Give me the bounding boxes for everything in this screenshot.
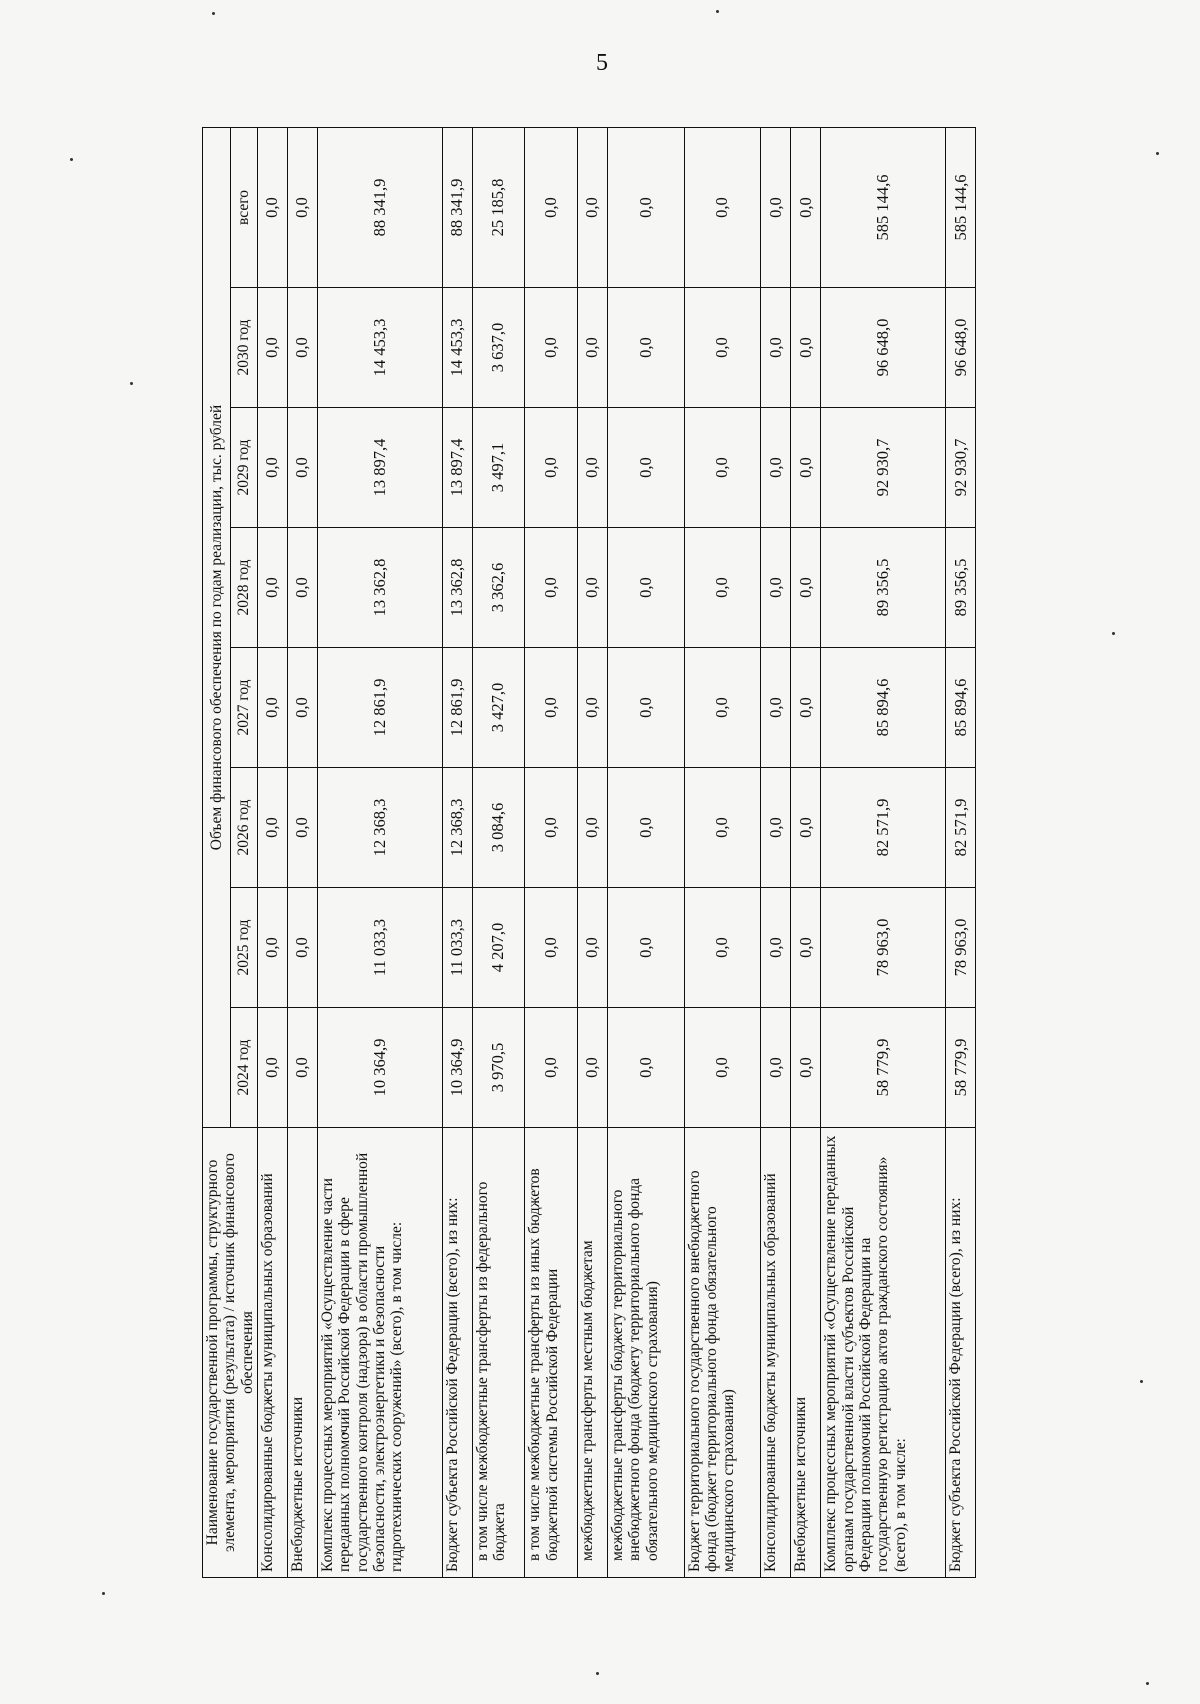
row-value-cell: 0,0 — [607, 888, 684, 1008]
row-value-cell: 0,0 — [258, 528, 288, 648]
row-value-cell: 0,0 — [761, 408, 791, 528]
row-total-cell: 0,0 — [578, 128, 608, 288]
row-value-cell: 0,0 — [578, 288, 608, 408]
row-name-cell: Консолидированные бюджеты муниципальных образований — [258, 1128, 288, 1578]
row-value-cell: 89 356,5 — [821, 528, 946, 648]
row-value-cell: 0,0 — [258, 648, 288, 768]
row-value-cell: 12 368,3 — [443, 768, 473, 888]
row-value-cell: 0,0 — [287, 1008, 317, 1128]
row-total-cell: 0,0 — [791, 128, 821, 288]
table-row — [443, 128, 473, 1578]
row-value-cell: 13 897,4 — [317, 408, 442, 528]
header-name: Наименование государственной программы, структурного элемента, мероприятия (результата) / источник финансового обеспечения — [203, 1128, 258, 1578]
row-value-cell: 0,0 — [607, 288, 684, 408]
row-value-cell: 78 963,0 — [821, 888, 946, 1008]
row-name-cell: Комплекс процессных мероприятий «Осуществление части переданных полномочий Российской Федерации в сфере государственного контроля (надзора) в области промышленной безопасности, электроэнергетики и безопасности гидротехнических сооружений» (всего), в том числе: — [317, 1128, 442, 1578]
row-total-cell: 0,0 — [258, 128, 288, 288]
row-value-cell: 12 861,9 — [317, 648, 442, 768]
row-value-cell: 0,0 — [791, 408, 821, 528]
row-value-cell: 0,0 — [684, 288, 761, 408]
scan-speck — [70, 158, 73, 161]
row-value-cell: 3 427,0 — [472, 648, 525, 768]
row-value-cell: 96 648,0 — [946, 288, 976, 408]
table-row — [258, 128, 288, 1578]
row-value-cell: 0,0 — [684, 528, 761, 648]
scan-speck — [716, 10, 719, 13]
row-value-cell: 0,0 — [258, 888, 288, 1008]
row-value-cell: 0,0 — [607, 408, 684, 528]
row-name-cell: межбюджетные трансферты бюджету территориального внебюджетного фонда (бюджету территориального фонда обязательного медицинского страхования) — [607, 1128, 684, 1578]
row-value-cell: 0,0 — [791, 768, 821, 888]
row-total-cell: 0,0 — [684, 128, 761, 288]
row-name-cell: Бюджет субъекта Российской Федерации (всего), из них: — [443, 1128, 473, 1578]
row-value-cell: 14 453,3 — [443, 288, 473, 408]
header-year: 2027 год — [230, 648, 258, 768]
row-total-cell: 88 341,9 — [317, 128, 442, 288]
header-year: 2026 год — [230, 768, 258, 888]
row-value-cell: 82 571,9 — [821, 768, 946, 888]
table-row — [317, 128, 442, 1578]
row-value-cell: 3 970,5 — [472, 1008, 525, 1128]
row-value-cell: 0,0 — [761, 648, 791, 768]
row-value-cell: 10 364,9 — [443, 1008, 473, 1128]
row-name-cell: Бюджет субъекта Российской Федерации (всего), из них: — [946, 1128, 976, 1578]
row-value-cell: 58 779,9 — [821, 1008, 946, 1128]
header-year: 2029 год — [230, 408, 258, 528]
row-value-cell: 0,0 — [525, 528, 578, 648]
row-value-cell: 0,0 — [525, 648, 578, 768]
row-value-cell: 85 894,6 — [946, 648, 976, 768]
row-total-cell: 0,0 — [607, 128, 684, 288]
row-value-cell: 4 207,0 — [472, 888, 525, 1008]
header-total: всего — [230, 128, 258, 288]
header-year: 2025 год — [230, 888, 258, 1008]
row-value-cell: 0,0 — [287, 768, 317, 888]
row-value-cell: 0,0 — [578, 888, 608, 1008]
row-value-cell: 0,0 — [287, 408, 317, 528]
row-total-cell: 0,0 — [761, 128, 791, 288]
scan-speck — [596, 1672, 599, 1675]
rotated-table-container — [202, 128, 970, 1578]
header-year: 2028 год — [230, 528, 258, 648]
row-value-cell: 0,0 — [607, 648, 684, 768]
row-name-cell: в том числе межбюджетные трансферты из иных бюджетов бюджетной системы Российской Федерации — [525, 1128, 578, 1578]
row-value-cell: 0,0 — [791, 288, 821, 408]
financing-table — [202, 127, 976, 1578]
row-total-cell: 585 144,6 — [821, 128, 946, 288]
row-total-cell: 25 185,8 — [472, 128, 525, 288]
row-value-cell: 3 497,1 — [472, 408, 525, 528]
row-value-cell: 0,0 — [607, 1008, 684, 1128]
table-row — [761, 128, 791, 1578]
row-value-cell: 0,0 — [578, 648, 608, 768]
row-total-cell: 0,0 — [287, 128, 317, 288]
row-value-cell: 0,0 — [525, 1008, 578, 1128]
row-value-cell: 0,0 — [684, 1008, 761, 1128]
row-value-cell: 92 930,7 — [946, 408, 976, 528]
row-value-cell: 0,0 — [684, 648, 761, 768]
row-value-cell: 96 648,0 — [821, 288, 946, 408]
table-row — [821, 128, 946, 1578]
table-row — [525, 128, 578, 1578]
row-value-cell: 0,0 — [578, 408, 608, 528]
row-value-cell: 0,0 — [684, 408, 761, 528]
row-name-cell: Консолидированные бюджеты муниципальных образований — [761, 1128, 791, 1578]
header-year: 2030 год — [230, 288, 258, 408]
row-total-cell: 0,0 — [525, 128, 578, 288]
row-value-cell: 0,0 — [791, 528, 821, 648]
row-value-cell: 3 637,0 — [472, 288, 525, 408]
table-row — [607, 128, 684, 1578]
row-value-cell: 12 368,3 — [317, 768, 442, 888]
row-value-cell: 0,0 — [258, 288, 288, 408]
row-value-cell: 0,0 — [761, 888, 791, 1008]
row-total-cell: 88 341,9 — [443, 128, 473, 288]
row-value-cell: 0,0 — [578, 528, 608, 648]
scan-speck — [102, 1592, 105, 1595]
row-value-cell: 0,0 — [578, 768, 608, 888]
row-name-cell: Комплекс процессных мероприятий «Осуществление переданных органам государственной власти субъектов Российской Федерации полномочий Российской Федерации на государственную регистрацию актов гражданского состояния» (всего), в том числе: — [821, 1128, 946, 1578]
row-name-cell: Бюджет территориального государственного внебюджетного фонда (бюджет территориального фонда обязательного медицинского страхования) — [684, 1128, 761, 1578]
row-value-cell: 0,0 — [287, 528, 317, 648]
row-value-cell: 3 084,6 — [472, 768, 525, 888]
row-value-cell: 58 779,9 — [946, 1008, 976, 1128]
row-value-cell: 0,0 — [761, 528, 791, 648]
page-number: 5 — [596, 50, 608, 76]
row-value-cell: 0,0 — [287, 288, 317, 408]
row-value-cell: 13 362,8 — [443, 528, 473, 648]
row-value-cell: 0,0 — [684, 888, 761, 1008]
row-value-cell: 0,0 — [287, 648, 317, 768]
row-value-cell: 0,0 — [684, 768, 761, 888]
table-row — [684, 128, 761, 1578]
row-value-cell: 0,0 — [525, 288, 578, 408]
row-value-cell: 0,0 — [525, 768, 578, 888]
row-value-cell: 92 930,7 — [821, 408, 946, 528]
row-value-cell: 0,0 — [287, 888, 317, 1008]
row-name-cell: Внебюджетные источники — [287, 1128, 317, 1578]
table-row — [791, 128, 821, 1578]
row-name-cell: в том числе межбюджетные трансферты из федерального бюджета — [472, 1128, 525, 1578]
header-group: Объем финансового обеспечения по годам реализации, тыс. рублей — [203, 128, 231, 1128]
row-value-cell: 11 033,3 — [443, 888, 473, 1008]
table-row — [578, 128, 608, 1578]
scan-speck — [212, 12, 215, 15]
header-row-1 — [203, 128, 231, 1578]
row-value-cell: 14 453,3 — [317, 288, 442, 408]
row-value-cell: 0,0 — [525, 888, 578, 1008]
row-value-cell: 11 033,3 — [317, 888, 442, 1008]
scan-speck — [1156, 152, 1159, 155]
row-value-cell: 0,0 — [525, 408, 578, 528]
scan-speck — [130, 382, 133, 385]
header-year: 2024 год — [230, 1008, 258, 1128]
row-total-cell: 585 144,6 — [946, 128, 976, 288]
row-name-cell: межбюджетные трансферты местным бюджетам — [578, 1128, 608, 1578]
row-value-cell: 13 362,8 — [317, 528, 442, 648]
row-value-cell: 0,0 — [258, 1008, 288, 1128]
row-value-cell: 0,0 — [258, 768, 288, 888]
scan-speck — [1146, 1682, 1149, 1685]
scan-speck — [1140, 1380, 1143, 1383]
row-value-cell: 0,0 — [761, 768, 791, 888]
table-row — [946, 128, 976, 1578]
row-value-cell: 85 894,6 — [821, 648, 946, 768]
row-name-cell: Внебюджетные источники — [791, 1128, 821, 1578]
row-value-cell: 0,0 — [761, 288, 791, 408]
row-value-cell: 89 356,5 — [946, 528, 976, 648]
row-value-cell: 13 897,4 — [443, 408, 473, 528]
row-value-cell: 0,0 — [607, 768, 684, 888]
row-value-cell: 3 362,6 — [472, 528, 525, 648]
row-value-cell: 0,0 — [791, 888, 821, 1008]
row-value-cell: 0,0 — [761, 1008, 791, 1128]
scan-speck — [1112, 632, 1115, 635]
row-value-cell: 10 364,9 — [317, 1008, 442, 1128]
table-row — [287, 128, 317, 1578]
table-row — [472, 128, 525, 1578]
row-value-cell: 0,0 — [791, 648, 821, 768]
row-value-cell: 82 571,9 — [946, 768, 976, 888]
row-value-cell: 78 963,0 — [946, 888, 976, 1008]
row-value-cell: 0,0 — [258, 408, 288, 528]
row-value-cell: 0,0 — [578, 1008, 608, 1128]
row-value-cell: 0,0 — [791, 1008, 821, 1128]
row-value-cell: 12 861,9 — [443, 648, 473, 768]
row-value-cell: 0,0 — [607, 528, 684, 648]
